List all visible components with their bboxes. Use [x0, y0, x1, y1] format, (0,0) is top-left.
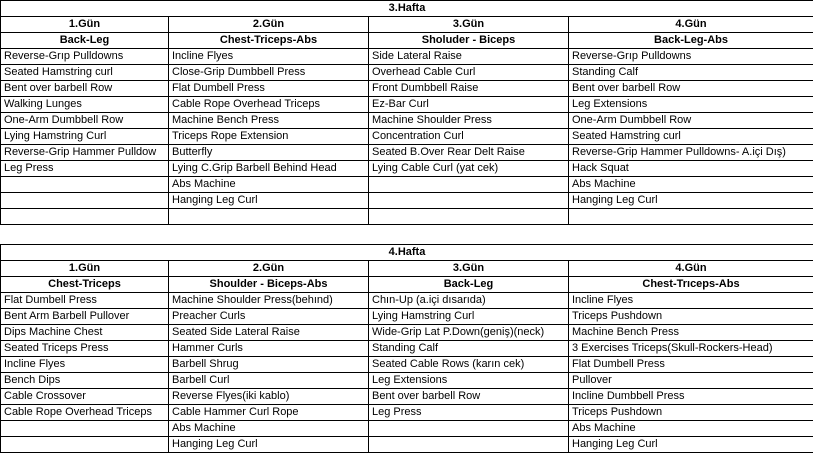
- exercise-row: [1, 161, 813, 177]
- exercise-cell[interactable]: Dips Machine Chest: [1, 325, 169, 341]
- exercise-cell[interactable]: Seated B.Over Rear Delt Raise: [369, 145, 569, 161]
- week-4-body: [1, 245, 813, 453]
- exercise-cell[interactable]: Lying Cable Curl (yat cek): [369, 161, 569, 177]
- day-header[interactable]: 2.Gün: [169, 17, 369, 33]
- exercise-cell[interactable]: Hanging Leg Curl: [569, 437, 813, 453]
- exercise-cell[interactable]: Lying Hamstring Curl: [369, 309, 569, 325]
- exercise-cell[interactable]: Front Dumbbell Raise: [369, 81, 569, 97]
- exercise-cell[interactable]: Reverse Flyes(iki kablo): [169, 389, 369, 405]
- exercise-row: [1, 81, 813, 97]
- exercise-cell[interactable]: Incline Flyes: [169, 49, 369, 65]
- week-title[interactable]: 3.Hafta: [1, 1, 813, 17]
- focus-header-row: [1, 277, 813, 293]
- exercise-cell[interactable]: Incline Dumbbell Press: [569, 389, 813, 405]
- exercise-cell[interactable]: Overhead Cable Curl: [369, 65, 569, 81]
- exercise-cell[interactable]: Hanging Leg Curl: [169, 193, 369, 209]
- focus-header[interactable]: Shoulder - Biceps-Abs: [169, 277, 369, 293]
- exercise-cell[interactable]: Wide-Grip Lat P.Down(geniş)(neck): [369, 325, 569, 341]
- exercise-row: [1, 405, 813, 421]
- focus-header[interactable]: Sholuder - Biceps: [369, 33, 569, 49]
- exercise-cell[interactable]: Leg Extensions: [569, 97, 813, 113]
- exercise-cell[interactable]: Barbell Shrug: [169, 357, 369, 373]
- day-header[interactable]: 1.Gün: [1, 17, 169, 33]
- exercise-cell[interactable]: Cable Crossover: [1, 389, 169, 405]
- exercise-cell[interactable]: Abs Machine: [569, 177, 813, 193]
- exercise-cell[interactable]: Side Lateral Raise: [369, 49, 569, 65]
- exercise-cell[interactable]: Seated Cable Rows (karın cek): [369, 357, 569, 373]
- focus-header-row: [1, 33, 813, 49]
- focus-header[interactable]: Back-Leg: [1, 33, 169, 49]
- exercise-cell[interactable]: Bent over barbell Row: [369, 389, 569, 405]
- exercise-row: [1, 293, 813, 309]
- exercise-cell[interactable]: One-Arm Dumbbell Row: [569, 113, 813, 129]
- exercise-cell[interactable]: Abs Machine: [169, 177, 369, 193]
- exercise-cell[interactable]: Machine Bench Press: [169, 113, 369, 129]
- exercise-cell[interactable]: Hanging Leg Curl: [569, 193, 813, 209]
- exercise-cell[interactable]: Butterfly: [169, 145, 369, 161]
- exercise-cell[interactable]: 3 Exercises Triceps(Skull-Rockers-Head): [569, 341, 813, 357]
- exercise-cell[interactable]: Reverse-Grip Hammer Pulldow: [1, 145, 169, 161]
- exercise-cell[interactable]: Cable Hammer Curl Rope: [169, 405, 369, 421]
- week-title[interactable]: 4.Hafta: [1, 245, 813, 261]
- exercise-cell[interactable]: Concentration Curl: [369, 129, 569, 145]
- exercise-cell[interactable]: [1, 437, 169, 453]
- exercise-cell[interactable]: Chın-Up (a.içi dısarıda): [369, 293, 569, 309]
- exercise-cell[interactable]: Ez-Bar Curl: [369, 97, 569, 113]
- exercise-cell[interactable]: Hammer Curls: [169, 341, 369, 357]
- exercise-cell[interactable]: Bent Arm Barbell Pullover: [1, 309, 169, 325]
- exercise-cell[interactable]: Barbell Curl: [169, 373, 369, 389]
- exercise-cell[interactable]: Triceps Pushdown: [569, 405, 813, 421]
- exercise-cell[interactable]: [369, 177, 569, 193]
- exercise-cell[interactable]: [1, 177, 169, 193]
- exercise-cell[interactable]: Triceps Rope Extension: [169, 129, 369, 145]
- exercise-cell[interactable]: Seated Hamstring curl: [1, 65, 169, 81]
- exercise-cell[interactable]: Flat Dumbell Press: [169, 81, 369, 97]
- exercise-cell[interactable]: Lying C.Grip Barbell Behind Head: [169, 161, 369, 177]
- exercise-cell[interactable]: [1, 421, 169, 437]
- exercise-cell[interactable]: Lying Hamstring Curl: [1, 129, 169, 145]
- exercise-row: [1, 177, 813, 193]
- day-header-row: [1, 261, 813, 277]
- exercise-cell[interactable]: Bent over barbell Row: [1, 81, 169, 97]
- exercise-cell[interactable]: Bench Dips: [1, 373, 169, 389]
- exercise-cell[interactable]: Preacher Curls: [169, 309, 369, 325]
- exercise-cell[interactable]: Machine Bench Press: [569, 325, 813, 341]
- exercise-cell[interactable]: [569, 209, 813, 225]
- exercise-cell[interactable]: Flat Dumbell Press: [1, 293, 169, 309]
- exercise-cell[interactable]: [369, 209, 569, 225]
- exercise-cell[interactable]: [369, 193, 569, 209]
- exercise-cell[interactable]: Reverse-Grıp Pulldowns: [569, 49, 813, 65]
- week-3-body: [1, 1, 813, 225]
- week-3-table: [0, 0, 813, 225]
- exercise-cell[interactable]: [1, 193, 169, 209]
- exercise-cell[interactable]: Machine Shoulder Press: [369, 113, 569, 129]
- exercise-row: [1, 309, 813, 325]
- exercise-cell[interactable]: Reverse-Grıp Pulldowns: [1, 49, 169, 65]
- week-4-table: [0, 244, 813, 453]
- focus-header[interactable]: Chest-Trıceps-Abs: [569, 277, 813, 293]
- exercise-row: [1, 129, 813, 145]
- focus-header[interactable]: Back-Leg: [369, 277, 569, 293]
- exercise-cell[interactable]: [369, 421, 569, 437]
- exercise-cell[interactable]: Incline Flyes: [1, 357, 169, 373]
- week-title-row: [1, 245, 813, 261]
- exercise-row: [1, 389, 813, 405]
- day-header[interactable]: 4.Gün: [569, 17, 813, 33]
- exercise-cell[interactable]: Pullover: [569, 373, 813, 389]
- exercise-cell[interactable]: Triceps Pushdown: [569, 309, 813, 325]
- day-header[interactable]: 2.Gün: [169, 261, 369, 277]
- exercise-row: [1, 341, 813, 357]
- focus-header[interactable]: Chest-Triceps: [1, 277, 169, 293]
- exercise-cell[interactable]: Flat Dumbell Press: [569, 357, 813, 373]
- exercise-row: [1, 437, 813, 453]
- exercise-cell[interactable]: Bent over barbell Row: [569, 81, 813, 97]
- exercise-row: [1, 65, 813, 81]
- exercise-cell[interactable]: Incline Flyes: [569, 293, 813, 309]
- exercise-cell[interactable]: Machine Shoulder Press(behınd): [169, 293, 369, 309]
- exercise-row: [1, 113, 813, 129]
- exercise-cell[interactable]: Close-Grip Dumbbell Press: [169, 65, 369, 81]
- exercise-row: [1, 357, 813, 373]
- exercise-cell[interactable]: Hack Squat: [569, 161, 813, 177]
- focus-header[interactable]: Back-Leg-Abs: [569, 33, 813, 49]
- exercise-cell[interactable]: [1, 209, 169, 225]
- exercise-row: [1, 49, 813, 65]
- exercise-row: [1, 145, 813, 161]
- week-title-row: [1, 1, 813, 17]
- exercise-cell[interactable]: Leg Press: [1, 161, 169, 177]
- exercise-row: [1, 373, 813, 389]
- exercise-row: [1, 421, 813, 437]
- day-header[interactable]: 3.Gün: [369, 261, 569, 277]
- exercise-cell[interactable]: Abs Machine: [569, 421, 813, 437]
- exercise-cell[interactable]: Walking Lunges: [1, 97, 169, 113]
- day-header[interactable]: 1.Gün: [1, 261, 169, 277]
- exercise-cell[interactable]: Abs Machine: [169, 421, 369, 437]
- exercise-row: [1, 97, 813, 113]
- exercise-cell[interactable]: One-Arm Dumbbell Row: [1, 113, 169, 129]
- exercise-cell[interactable]: Leg Press: [369, 405, 569, 421]
- exercise-cell[interactable]: Seated Side Lateral Raise: [169, 325, 369, 341]
- exercise-cell[interactable]: Hanging Leg Curl: [169, 437, 369, 453]
- exercise-cell[interactable]: Standing Calf: [369, 341, 569, 357]
- day-header-row: [1, 17, 813, 33]
- exercise-cell[interactable]: Cable Rope Overhead Triceps: [169, 97, 369, 113]
- exercise-cell[interactable]: Seated Triceps Press: [1, 341, 169, 357]
- exercise-cell[interactable]: Reverse-Grip Hammer Pulldowns- A.içi Dış): [569, 145, 813, 161]
- day-header[interactable]: 4.Gün: [569, 261, 813, 277]
- exercise-row: [1, 209, 813, 225]
- exercise-row: [1, 325, 813, 341]
- exercise-cell[interactable]: Standing Calf: [569, 65, 813, 81]
- exercise-cell[interactable]: Leg Extensions: [369, 373, 569, 389]
- exercise-cell[interactable]: [369, 437, 569, 453]
- day-header[interactable]: 3.Gün: [369, 17, 569, 33]
- focus-header[interactable]: Chest-Triceps-Abs: [169, 33, 369, 49]
- exercise-cell[interactable]: [169, 209, 369, 225]
- exercise-row: [1, 193, 813, 209]
- exercise-cell[interactable]: Seated Hamstring curl: [569, 129, 813, 145]
- exercise-cell[interactable]: Cable Rope Overhead Triceps: [1, 405, 169, 421]
